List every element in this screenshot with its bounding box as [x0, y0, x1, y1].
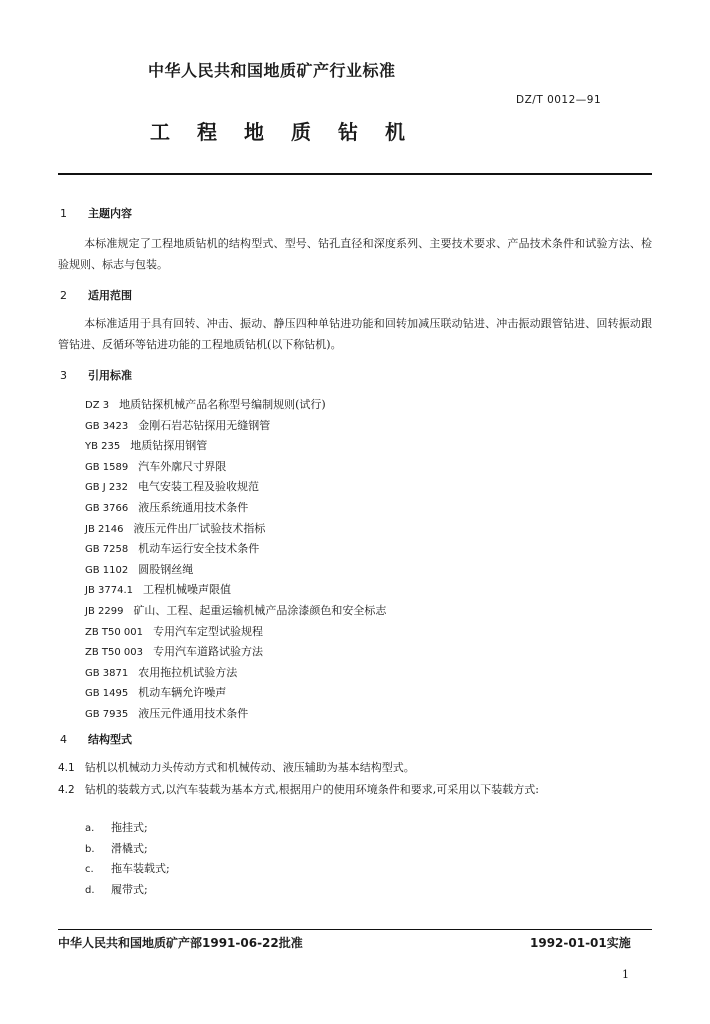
- reference-title: 地质钻探机械产品名称型号编制规则(试行): [119, 398, 326, 411]
- item-text: 拖挂式;: [111, 821, 148, 834]
- reference-title: 电气安装工程及验收规范: [138, 480, 260, 494]
- reference-item: [85, 519, 386, 540]
- reference-code: ZB T50 003: [85, 647, 143, 659]
- reference-item: [85, 683, 386, 704]
- reference-code: GB 3871: [85, 667, 129, 679]
- reference-item: [85, 416, 386, 437]
- reference-title: 机动车运行安全技术条件: [138, 542, 260, 556]
- clause-4-1: [58, 757, 652, 779]
- reference-item: [85, 601, 386, 622]
- title-char: 工: [150, 120, 170, 144]
- reference-title: 地质钻探用钢管: [130, 439, 208, 453]
- section-title: 主题内容: [88, 207, 132, 220]
- loading-method-list: [85, 818, 170, 900]
- clause-text: 钻机以机械动力头传动方式和机械传动、液压辅助为基本结构型式。: [84, 761, 415, 774]
- reference-title: 矿山、工程、起重运输机械产品涂漆颜色和安全标志: [133, 603, 387, 617]
- list-item: [85, 818, 170, 839]
- section-2-heading: [60, 287, 132, 303]
- approval-statement: 中华人民共和国地质矿产部1991-06-22批准: [58, 936, 303, 950]
- reference-code: GB J 232: [85, 482, 129, 494]
- reference-code: JB 3774.1: [85, 585, 133, 597]
- reference-title: 机动车辆允许噪声: [138, 686, 227, 700]
- reference-item: [85, 436, 386, 457]
- reference-code: GB 7935: [85, 708, 129, 720]
- title-char: 钻: [338, 120, 358, 144]
- reference-item: [85, 539, 386, 560]
- item-label: b.: [85, 843, 95, 855]
- reference-title: 液压元件出厂试验技术指标: [133, 521, 266, 535]
- standard-code: DZ/T 0012—91: [516, 94, 602, 106]
- document-title: [150, 116, 432, 145]
- reference-code: GB 1495: [85, 688, 129, 700]
- item-text: 拖车装载式;: [111, 862, 170, 875]
- reference-code: ZB T50 001: [85, 626, 143, 638]
- paragraph-text: 本标准适用于具有回转、冲击、振动、静压四种单钻进功能和回转加减压联动钻进、冲击振动跟管钻进、回转振动跟管钻进、反循环等钻进功能的工程地质钻机(以下称钻机)。: [58, 317, 652, 351]
- item-label: c.: [85, 864, 94, 875]
- reference-code: DZ 3: [85, 400, 110, 411]
- clause-number: 4.1: [58, 762, 75, 774]
- footer-divider: [58, 929, 652, 930]
- list-item: [85, 859, 170, 880]
- reference-code: JB 2299: [85, 605, 124, 617]
- reference-title: 农用拖拉机试验方法: [138, 665, 238, 679]
- title-char: 机: [385, 120, 405, 144]
- reference-code: GB 1102: [85, 564, 129, 576]
- title-char: 程: [197, 120, 217, 144]
- reference-item: [85, 580, 386, 601]
- reference-code: JB 2146: [85, 523, 124, 535]
- section-2-paragraph: [58, 313, 652, 355]
- clause-number: 4.2: [58, 784, 75, 796]
- header-divider: [58, 173, 652, 175]
- section-number: 2: [60, 289, 67, 302]
- reference-item: [85, 663, 386, 684]
- reference-code: YB 235: [85, 441, 121, 453]
- item-text: 履带式;: [111, 882, 148, 896]
- item-label: d.: [85, 884, 95, 896]
- section-number: 3: [60, 369, 67, 382]
- reference-title: 圆股钢丝绳: [138, 562, 194, 576]
- reference-code: GB 3766: [85, 502, 129, 514]
- list-item: [85, 839, 170, 860]
- section-1-heading: [60, 205, 132, 221]
- clause-text: 钻机的装载方式,以汽车装载为基本方式,根据用户的使用环境条件和要求,可采用以下装载方式:: [84, 783, 539, 796]
- section-title: 引用标准: [88, 369, 132, 382]
- item-text: 滑橇式;: [111, 841, 148, 855]
- section-number: 1: [60, 207, 67, 220]
- reference-code: GB 7258: [85, 544, 129, 556]
- reference-title: 工程机械噪声限值: [142, 583, 231, 597]
- reference-title: 专用汽车定型试验规程: [153, 624, 263, 638]
- list-item: [85, 880, 170, 901]
- referenced-standards-list: [85, 395, 386, 725]
- reference-item: [85, 642, 386, 663]
- reference-item: [85, 395, 386, 416]
- section-4-heading: [60, 731, 132, 747]
- reference-item: [85, 457, 386, 478]
- title-char: 质: [291, 120, 311, 144]
- reference-item: [85, 704, 386, 725]
- reference-item: [85, 560, 386, 581]
- reference-title: 液压元件通用技术条件: [138, 706, 249, 720]
- section-title: 结构型式: [88, 733, 132, 746]
- reference-code: GB 1589: [85, 461, 129, 473]
- item-label: a.: [85, 823, 95, 834]
- effective-date: 1992-01-01实施: [530, 936, 631, 950]
- reference-title: 液压系统通用技术条件: [138, 500, 249, 514]
- reference-title: 金刚石岩芯钻探用无缝钢管: [138, 418, 271, 432]
- page-number: 1: [622, 968, 629, 981]
- section-3-heading: [60, 367, 132, 383]
- reference-code: GB 3423: [85, 420, 129, 432]
- title-char: 地: [244, 120, 264, 144]
- section-number: 4: [60, 733, 67, 746]
- reference-item: [85, 622, 386, 643]
- section-title: 适用范围: [88, 289, 132, 302]
- paragraph-text: 本标准规定了工程地质钻机的结构型式、型号、钻孔直径和深度系列、主要技术要求、产品技术条件和试验方法、检验规则、标志与包装。: [58, 237, 652, 271]
- clause-4-2: [58, 779, 652, 801]
- reference-item: [85, 498, 386, 519]
- org-standard-heading: 中华人民共和国地质矿产行业标准: [148, 61, 396, 80]
- section-1-paragraph: [58, 233, 652, 275]
- reference-title: 汽车外廓尺寸界限: [138, 459, 227, 473]
- reference-title: 专用汽车道路试验方法: [153, 645, 263, 659]
- reference-item: [85, 477, 386, 498]
